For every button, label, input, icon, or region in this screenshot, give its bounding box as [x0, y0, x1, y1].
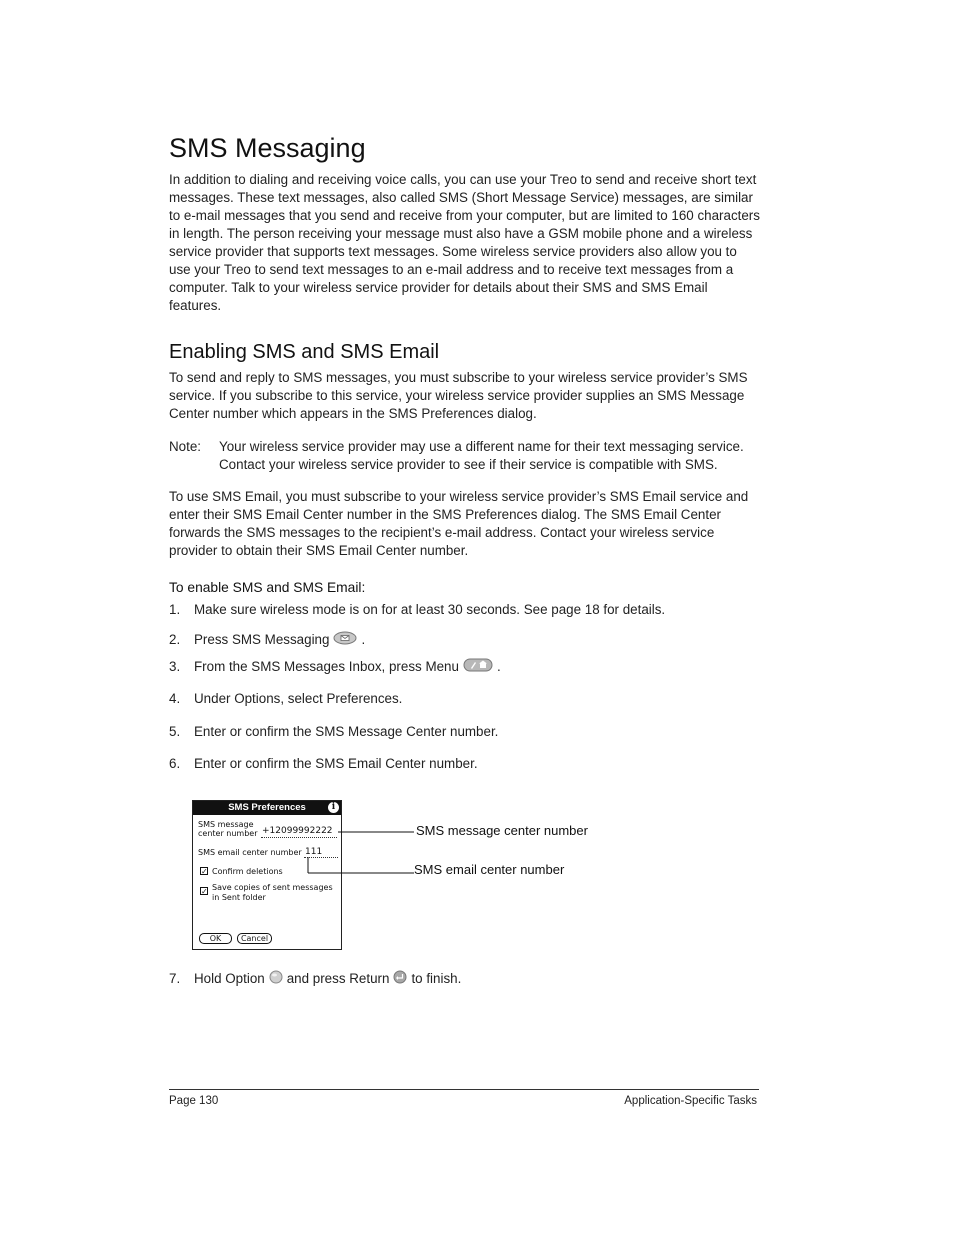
message-center-value: +12099992222 [262, 826, 333, 836]
info-icon: i [328, 802, 339, 813]
step-text-end: . [496, 659, 501, 675]
email-center-value: 111 [305, 847, 323, 857]
step-number: 7. [169, 971, 181, 986]
step-text: From the SMS Messages Inbox, press Menu [194, 659, 459, 675]
ok-button: OK [199, 933, 232, 944]
dialog-title-text: SMS Preferences [228, 802, 306, 813]
step-number: 5. [169, 724, 181, 739]
option-key-icon [269, 970, 283, 989]
footer-chapter: Application-Specific Tasks [624, 1095, 757, 1107]
step-text: Enter or confirm the SMS Message Center number. [194, 724, 499, 739]
save-copies-checkbox: ✓ [201, 887, 208, 896]
step-text-mid: and press Return [286, 971, 390, 987]
page-title: SMS Messaging [169, 133, 366, 163]
step-text-end: to finish. [411, 971, 462, 987]
message-center-label: SMS message [198, 820, 254, 829]
footer-divider [169, 1089, 759, 1090]
note-label: Note: [169, 439, 202, 454]
step-number: 3. [169, 659, 181, 674]
email-center-label: SMS email center number [198, 848, 302, 857]
step-7 [194, 970, 461, 989]
step-text: Enter or confirm the SMS Email Center number. [194, 756, 478, 771]
step-text: Hold Option [194, 971, 265, 987]
procedure-heading: To enable SMS and SMS Email: [169, 580, 366, 595]
sms-email-paragraph: To use SMS Email, you must subscribe to your wireless service provider’s SMS Email service and enter their SMS Email Center number in the SMS Preferences dialog. The SMS Email Center forwards the SMS messages to the recipient’s e-mail address. Contact your wireless service provider to obtain their SMS Email Center number. [169, 489, 749, 558]
step-text: Press SMS Messaging [194, 632, 330, 648]
confirm-deletions-label: Confirm deletions [212, 867, 283, 876]
save-copies-label: Save copies of sent messages [212, 883, 333, 892]
section-heading: Enabling SMS and SMS Email [169, 341, 440, 363]
callout-email-center: SMS email center number [414, 862, 565, 877]
step-number: 6. [169, 756, 181, 771]
confirm-deletions-checkbox: ✓ [201, 867, 208, 876]
note-text: Your wireless service provider may use a different name for their text messaging service. Contact your wireless service provider to see if their service is compatible with SMS. [219, 439, 744, 472]
cancel-button: Cancel [237, 933, 272, 944]
callout-message-center: SMS message center number [416, 823, 588, 838]
footer-page-number: Page 130 [169, 1095, 219, 1107]
step-number: 1. [169, 602, 181, 617]
sms-paragraph: To send and reply to SMS messages, you must subscribe to your wireless service provider’s SMS service. If you subscribe to this service, your wireless service provider supplies an SMS Message Center number which appears in the SMS Preferences dialog. [169, 370, 748, 421]
step-text: Under Options, select Preferences. [194, 691, 403, 706]
intro-paragraph: In addition to dialing and receiving voice calls, you can use your Treo to send and receive short text messages. These text messages, also called SMS (Short Message Service) messages, are similar to e-mail messages that you send and receive from your computer, but are limited to 160 characters in length. The person receiving your message must also have a GSM mobile phone and a wireless service provider that supports text messages. Some wireless service providers also allow you to use your Treo to send text messages to an e-mail address and to receive text messages from a computer. Talk to your wireless service provider for details about their SMS and SMS Email features. [169, 172, 760, 313]
save-copies-label-2: in Sent folder [212, 893, 266, 902]
step-number: 2. [169, 632, 181, 647]
message-center-label-2: center number [198, 829, 258, 838]
step-text-end: . [361, 632, 366, 648]
step-number: 4. [169, 691, 181, 706]
return-key-icon [393, 970, 407, 989]
step-text: Make sure wireless mode is on for at least 30 seconds. See page 18 for details. [194, 602, 666, 617]
